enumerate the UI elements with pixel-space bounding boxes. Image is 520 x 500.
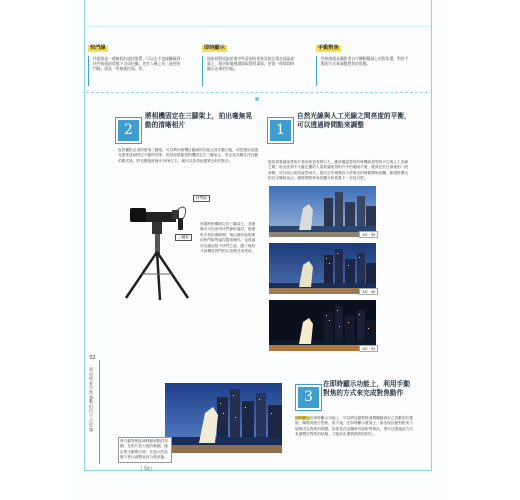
night-photo-1835	[269, 186, 376, 237]
glossary-definition: 指如同將望取景器中所看到的景象直接呈現在液晶螢幕上，將由影像感測器取得的畫面，於第一時間即時顯示出來的功能。	[202, 56, 298, 86]
page-number: | 50 |	[141, 467, 153, 472]
step-3-body	[295, 416, 413, 438]
section-divider	[86, 92, 428, 93]
time-label: 18：35	[359, 231, 378, 238]
glossary-term: 即時顯示	[204, 45, 225, 51]
time-label: 18：40	[359, 288, 378, 295]
callout-tripod: 三腳架	[175, 234, 192, 241]
callout-remote-release: 快門線	[193, 195, 210, 202]
night-photo-1840	[269, 243, 376, 294]
top-rule	[84, 26, 431, 27]
glossary-definition: 所謂的是一種線狀的遙控裝置，可以在不直接觸碰到快門按鈕的狀態下完成拍攝。也有人稱之為「遙控快門線」或是「有線遙控器」等。	[88, 56, 184, 86]
glossary-term: 手動對焦	[318, 45, 339, 51]
chapter-title: 利用夜景自然感動拍出不可思議	[89, 367, 93, 432]
decor-dot	[255, 97, 259, 101]
step-3-title: 在即時顯示功能上，利用手動對焦的方式來完成對焦動作	[323, 380, 411, 397]
step-2-body: 夜景攝影必須得使用三腳架，可以利用相機自動調的功能完成手動功能，或是運用高感光度來達到固定不動的效果。但是如果能把相機固定在三腳架上，設定為光圈先決自動的模式後，將光圈值度縮小至F8左右，便可以拍得到畫質良好的相片。	[118, 148, 259, 163]
glossary-remote-release	[88, 34, 184, 86]
step-2-note: 設置將相機固定於三腳架上，並兼備另可以使用快門線的遙控，能避免手持拍照瞬間，幾以最好能夠使用快門線等遙控器來操作。也建議可以運用按下快門之後，隔了幾秒才會釋放快門的自拍模式來使用。	[200, 222, 256, 254]
glossary-manual-focus	[316, 34, 412, 86]
step-1-number: 1	[268, 118, 293, 143]
step-3-photo-caption: 將自動對焦區域移動到點的周圍，在相片放大後的範圍，確定要手動模式時，在放大的狀態下進行調整直到合焦狀態。	[118, 437, 172, 463]
step-2-number: 2	[116, 118, 141, 143]
glossary-live-view	[202, 34, 298, 86]
step-1-body: 航黃昏要讓夜景相片看起來更有吸引人，應該儘量等待的時機就是等待天空與人工光線之間，取光度到不太確定樓的人量要讓夜景相片中的明暗平衡，應該在於日落後的一段時間，可以拍出來的夜景相片，從天空中還殘存少許微光的時候開始拍攝，都很推薦光拍完全變暗為止。隨時間推移而拍攝分析看看下一步技巧吧。	[268, 160, 409, 181]
step-1-title: 自然光線與人工光線之間亮度的平衡，可以透過時間點來調整	[297, 112, 411, 129]
chapter-number: 02	[89, 355, 96, 361]
time-label: 18：45	[359, 345, 378, 352]
page-number-value: 50	[143, 467, 150, 472]
glossary-definition: 所指的就是攝影者自行轉動鏡頭上的對焦環，利用手動的方式來調整對焦的狀態。	[316, 56, 412, 86]
merlion-night-photo	[165, 383, 282, 453]
tripod-illustration	[112, 190, 204, 302]
step-2-title: 將相機固定在三腳架上，拍出毫無晃動的清晰相片	[145, 112, 253, 129]
night-photo-1845	[269, 300, 376, 351]
highlight-live-view: 即時顯示	[295, 416, 310, 420]
glossary-term: 快門線	[90, 45, 106, 51]
step-3-body-text: 在即時顯示功能上，可以將自動對焦進模擬動到自己喜歡的位置後，陳要再進行對焦。但不過，在即時顯示畫面上，會出現自動對焦所不能夠因為對焦的問題。如果是在拍攝時有陰影等情況，則可以透過此方法來調整好對焦的狀態，才能拍出畫質精美的相片。	[295, 416, 413, 437]
step-3-number: 3	[296, 385, 321, 410]
